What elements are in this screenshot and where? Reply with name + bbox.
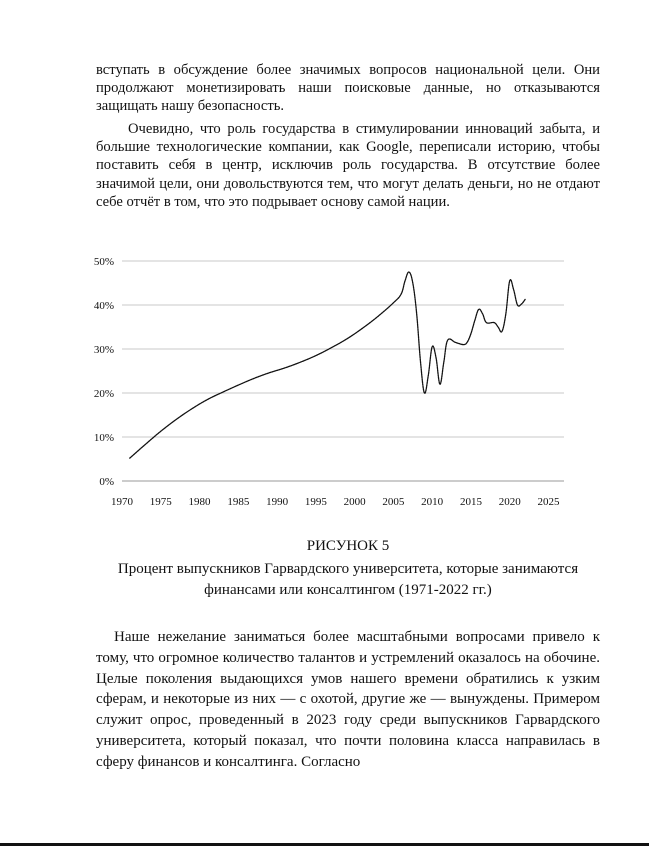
y-tick-label: 30%: [93, 344, 114, 356]
data-point-2013: [455, 342, 456, 343]
x-tick-label: 2015: [459, 496, 482, 508]
x-tick-label: 1970: [111, 496, 133, 508]
figure-label: РИСУНОК 5: [306, 538, 390, 554]
data-point-2008.5: [420, 362, 421, 363]
data-point-2010: [432, 346, 433, 347]
data-point-2016: [478, 309, 479, 310]
x-tick-label: 2020: [498, 496, 521, 508]
data-point-2018: [494, 322, 495, 323]
data-point-2019.5: [505, 313, 506, 314]
data-point-1989: [269, 372, 270, 373]
x-tick-label: 1990: [266, 496, 289, 508]
y-tick-label: 10%: [93, 432, 114, 444]
data-point-1975: [160, 431, 161, 432]
x-tick-label: 1975: [149, 496, 172, 508]
data-point-1985: [238, 385, 239, 386]
data-point-2021.5: [521, 304, 522, 305]
data-point-1971: [129, 458, 130, 459]
data-point-2019: [502, 331, 503, 332]
line-chart-svg: [80, 250, 580, 515]
data-point-2009.5: [428, 375, 429, 376]
data-point-1993: [300, 362, 301, 363]
data-point-2012: [447, 340, 448, 341]
data-point-1977: [176, 419, 177, 420]
data-point-2007.5: [412, 283, 413, 284]
data-point-2017: [486, 322, 487, 323]
data-point-2015.5: [474, 320, 475, 321]
data-point-2020.5: [513, 289, 514, 290]
data-point-1997: [331, 347, 332, 348]
y-tick-label: 20%: [93, 388, 114, 400]
line-chart: [80, 250, 580, 515]
data-point-1991: [284, 368, 285, 369]
data-point-1979: [191, 408, 192, 409]
data-point-1999: [346, 338, 347, 339]
data-point-2018.5: [498, 327, 499, 328]
data-point-2011: [440, 384, 441, 385]
data-point-2014: [463, 344, 464, 345]
data-point-2006: [401, 294, 402, 295]
data-point-2006.5: [405, 280, 406, 281]
y-tick-label: 40%: [93, 300, 114, 312]
data-point-2008: [416, 313, 417, 314]
data-point-1983: [222, 392, 223, 393]
data-point-1987: [253, 378, 254, 379]
x-tick-label: 1985: [227, 496, 250, 508]
x-tick-label: 2025: [537, 496, 560, 508]
data-point-2010.5: [436, 357, 437, 358]
data-point-2016.5: [482, 313, 483, 314]
data-point-1995: [315, 355, 316, 356]
x-tick-label: 1980: [188, 496, 211, 508]
data-point-1981: [207, 399, 208, 400]
data-point-1973: [145, 444, 146, 445]
data-point-2003: [377, 316, 378, 317]
data-point-2011.5: [443, 362, 444, 363]
data-point-2022: [525, 299, 526, 300]
x-tick-label: 1995: [304, 496, 327, 508]
x-tick-label: 2005: [382, 496, 405, 508]
data-point-2005: [393, 302, 394, 303]
body-paragraph-1: вступать в обсуждение более значимых вопросов национальной цели. Они продолжают монетизировать наши поисковые данные, но отказываются защищать нашу безопасность.: [96, 62, 600, 115]
data-point-2015: [471, 333, 472, 334]
x-tick-label: 2010: [421, 496, 444, 508]
x-tick-label: 2000: [343, 496, 366, 508]
data-point-2001: [362, 328, 363, 329]
data-point-2020: [509, 280, 510, 281]
data-point-2014.5: [467, 342, 468, 343]
data-point-2021: [517, 305, 518, 306]
body-paragraph-3: Наше нежелание заниматься более масштабными вопросами привело к тому, что огромное количество талантов и устремлений оказалось на обочине. Целые поколения выдающихся умов нашего времени обратились к узким сферам, и некоторые из них — с охотой, другие же — вынуждены. Примером служит опрос, проведенный в 2023 году среди выпускников Гарвардского университета, который показал, что почти половина класса направилась в сферу финансов и консалтинга. Согласно: [96, 629, 600, 770]
series-line-0: [130, 272, 525, 458]
body-paragraph-2: Очевидно, что роль государства в стимулировании инноваций забыта, и большие технологические компании, как Google, переписали историю, чтобы поставить себя в центр, исключив роль государства. В отсутствие более значимой цели, они довольствуются тем, что могут делать деньги, но не отдают себе отчёт в том, что это подрывает основу самой нации.: [96, 121, 600, 210]
y-tick-label: 0%: [99, 476, 114, 488]
y-tick-label: 50%: [93, 256, 114, 268]
data-point-2007: [409, 272, 410, 273]
figure-caption: Процент выпускников Гарвардского университета, которые занимаются финансами или консалтингом (1971-2022 гг.): [117, 561, 579, 598]
data-point-2009: [424, 393, 425, 394]
